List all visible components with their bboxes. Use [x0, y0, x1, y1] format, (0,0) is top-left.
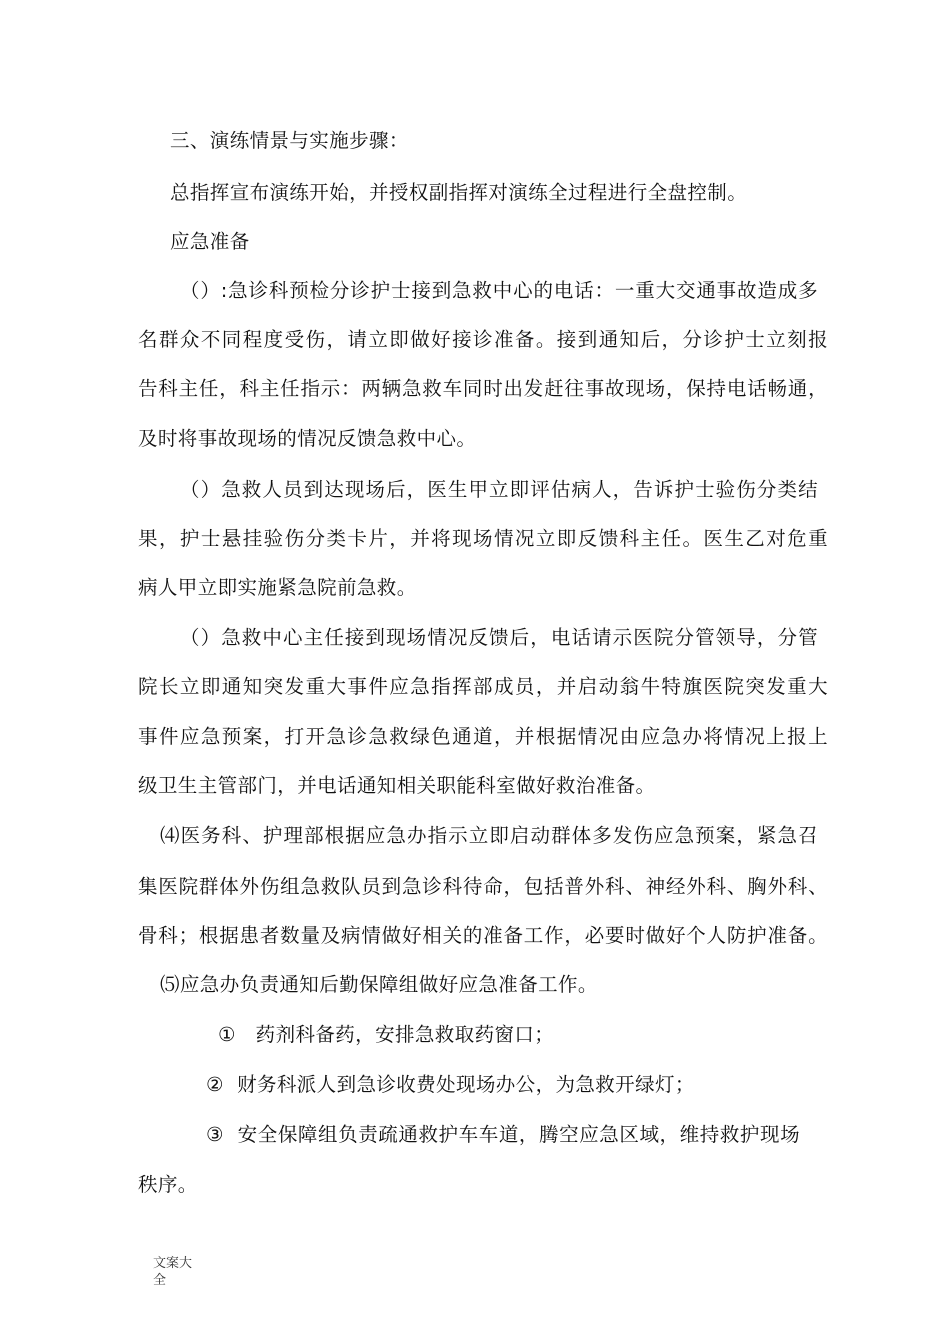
- paragraph-line: 级卫生主管部门，并电话通知相关职能科室做好救治准备。: [138, 774, 656, 797]
- list-item: ③ 安全保障组负责疏通救护车车道，腾空应急区域，维持救护现场: [206, 1123, 800, 1146]
- list-item: ② 财务科派人到急诊收费处现场办公，为急救开绿灯；: [206, 1073, 695, 1096]
- list-item-continuation: 秩序。: [138, 1173, 198, 1196]
- paragraph-line: 总指挥宣布演练开始，并授权副指挥对演练全过程进行全盘控制。: [170, 181, 748, 204]
- section-heading: 三、演练情景与实施步骤：: [170, 129, 409, 152]
- paragraph-line: 骨科；根据患者数量及病情做好相关的准备工作，必要时做好个人防护准备。: [138, 924, 828, 947]
- paragraph-line: 病人甲立即实施紧急院前急救。: [138, 576, 417, 599]
- paragraph-line: （）急救人员到达现场后，医生甲立即评估病人，告诉护士验伤分类结: [180, 478, 818, 501]
- footer-text: 文案大: [153, 1256, 193, 1271]
- list-item: ① 药剂科备药，安排急救取药窗口；: [218, 1023, 555, 1046]
- paragraph-line: 院长立即通知突发重大事件应急指挥部成员，并启动翁牛特旗医院突发重大: [138, 675, 828, 698]
- paragraph-line: 名群众不同程度受伤，请立即做好接诊准备。接到通知后，分诊护士立刻报: [138, 328, 828, 351]
- subheading: 应急准备: [170, 230, 250, 253]
- paragraph-line: （）急救中心主任接到现场情况反馈后，电话请示医院分管领导，分管: [180, 626, 818, 649]
- footer-text: 全: [153, 1273, 167, 1288]
- paragraph-line: ⑸应急办负责通知后勤保障组做好应急准备工作。: [160, 973, 598, 996]
- paragraph-line: 及时将事故现场的情况反馈急救中心。: [138, 427, 477, 450]
- paragraph-line: ⑷医务科、护理部根据应急办指示立即启动群体多发伤应急预案，紧急召: [160, 824, 818, 847]
- paragraph-line: 集医院群体外伤组急救队员到急诊科待命，包括普外科、神经外科、胸外科、: [138, 875, 828, 898]
- paragraph-line: 事件应急预案，打开急诊急救绿色通道，并根据情况由应急办将情况上报上: [138, 725, 828, 748]
- paragraph-line: （）:急诊科预检分诊护士接到急救中心的电话：一重大交通事故造成多: [180, 279, 818, 302]
- paragraph-line: 果，护士悬挂验伤分类卡片，并将现场情况立即反馈科主任。医生乙对危重: [138, 527, 828, 550]
- paragraph-line: 告科主任，科主任指示：两辆急救车同时出发赶往事故现场，保持电话畅通，: [138, 377, 828, 400]
